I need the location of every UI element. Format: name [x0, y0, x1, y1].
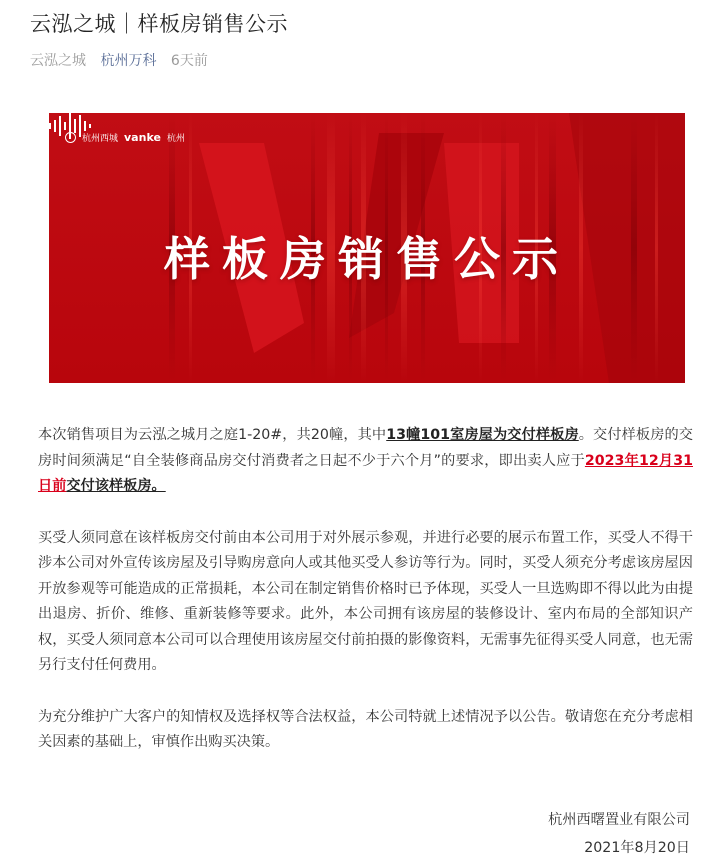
logo-cn: 杭州西城: [82, 134, 119, 144]
notice-date: 2021年8月20日: [584, 840, 690, 856]
banner-image: [49, 113, 685, 383]
article-meta: [30, 50, 208, 70]
logo-brand: vanke: [124, 131, 161, 144]
sound-wave-icon: [49, 113, 95, 139]
paragraph-3: 为充分维护广大客户的知情权及选择权等合法权益，本公司特就上述情况予以公告。敬请您在充分考虑相关因素的基础上，审慎作出购买决策。: [38, 708, 693, 750]
paragraph-2: 买受人须同意在该样板房交付前由本公司用于对外展示参观，并进行必要的展示布置工作，买受人不得干涉本公司对外宣传该房屋及引导购房意向人或其他买受人参访等行为。同时，买受人须充分考虑该房屋因开放参观等可能造成的正常损耗，本公司在制定销售价格时已予体现，买受人一旦选购即不得以此为由提出退房、折价、维修、重新装修等要求。此外，本公司拥有该房屋的装修设计、室内布局的全部知识产权，买受人须同意本公司可以合理使用该房屋交付前拍摄的影像资料，无需事先征得买受人同意，也无需另行支付任何费用。: [38, 529, 693, 673]
delivery-highlight: 交付该样板房。: [66, 478, 166, 494]
signature: [548, 806, 690, 862]
article-body: [38, 423, 693, 782]
publish-time: 6天前: [170, 53, 208, 69]
sample-room-highlight: 13幢101室房屋为交付样板房: [386, 427, 579, 443]
logo-city: 杭州: [166, 134, 185, 144]
banner-title: 样板房销售公示: [164, 232, 570, 286]
author-name: 云泓之城: [30, 53, 86, 69]
company-name: 杭州西曙置业有限公司: [548, 812, 690, 828]
paragraph-1: 本次销售项目为云泓之城月之庭1-20#，共20幢，其中13幢101室房屋为交付样板房。交付样板房的交房时间须满足“自全装修商品房交付消费者之日起不少于六个月”的要求，即出卖人应于2023年12月31日前交付该样板房。: [38, 427, 693, 494]
deadline-highlight: 2023年12月31日前: [38, 452, 693, 494]
account-link[interactable]: 杭州万科: [100, 53, 157, 69]
article-title: 云泓之城｜样板房销售公示: [30, 12, 288, 36]
